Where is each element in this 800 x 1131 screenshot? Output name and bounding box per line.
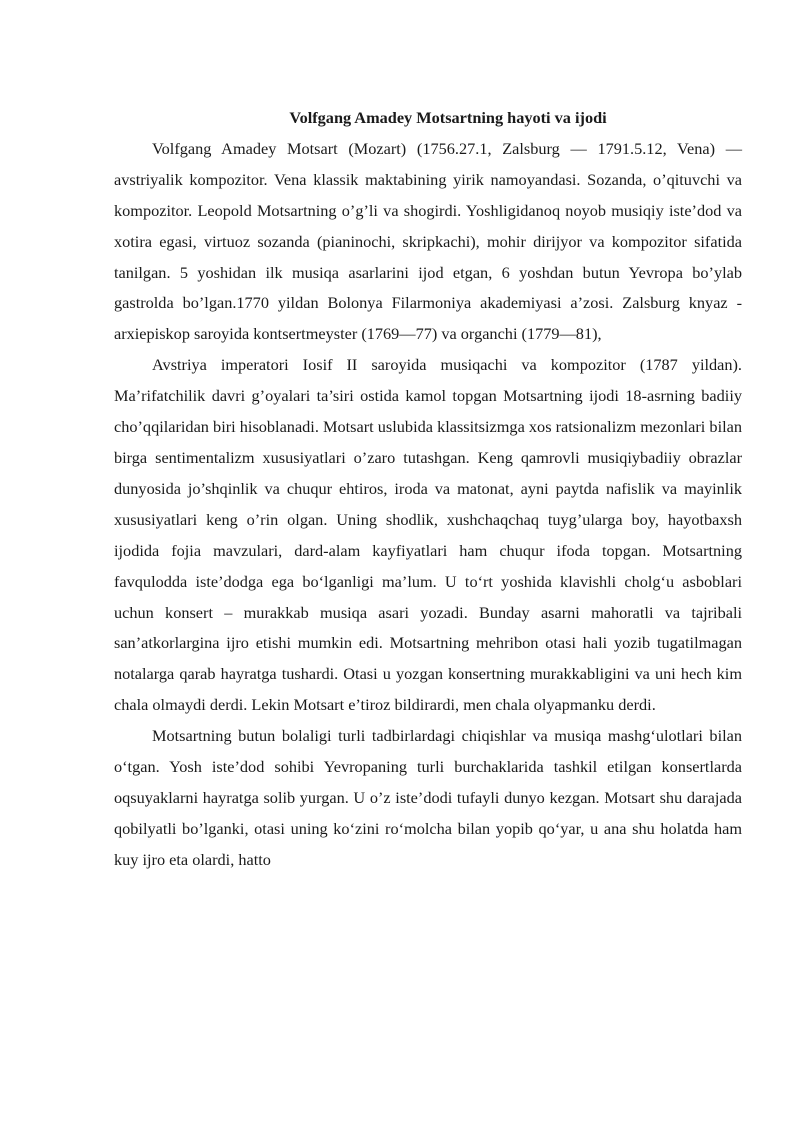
paragraph-3: Motsartning butun bolaligi turli tadbirlardagi chiqishlar va musiqa mashg‘ulotlari bilan o‘tgan. Yosh iste’dod sohibi Yevropaning turli burchaklarida tashkil etilgan konsertlarda oqsuyaklarni hayratga solib yurgan. U o’z iste’dodi tufayli dunyo kezgan. Motsart shu darajada qobilyatli bo’lganki, otasi uning ko‘zini ro‘molcha bilan yopib qo‘yar, u ana shu holatda ham kuy ijro eta olardi, hatto (114, 726, 742, 869)
paragraph-2: Avstriya imperatori Iosif II saroyida musiqachi va kompozitor (1787 yildan). Ma’rifatchilik davri g’oyalari ta’siri ostida kamol topgan Motsartning ijodi 18-asrning badiiy cho’qqilaridan biri hisoblanadi. Motsart uslubida klassitsizmga xos ratsionalizm mezonlari bilan birga sentimentalizm xususiyatlari o’zaro tutashgan. Keng qamrovli musiqiybadiiy obrazlar dunyosida jo’shqinlik va chuqur ehtiros, iroda va matonat, ayni paytda nafislik va mayinlik xususiyatlari keng o’rin olgan. Uning shodlik, xushchaqchaq tuyg’ularga boy, hayotbaxsh ijodida fojia mavzulari, dard-alam kayfiyatlari ham chuqur ifoda topgan. Motsartning favqulodda iste’dodga ega bo‘lganligi ma’lum. U to‘rt yoshida klavishli cholg‘u asboblari uchun konsert – murakkab musiqa asari yozadi. Bunday asarni mahoratli va tajribali san’atkorlargina ijro etishi mumkin edi. Motsartning mehribon otasi hali yozib tugatilmagan notalarga qarab hayratga tushardi. Otasi u yozgan konsertning murakkabligini va uni hech kim chala olmaydi derdi. Lekin Motsart e’tiroz bildirardi, men chala olyapmanku derdi. (114, 355, 742, 715)
paragraph-1: Volfgang Amadey Motsart (Mozart) (1756.27.1, Zalsburg — 1791.5.12, Vena) — avstriyalik kompozitor. Vena klassik maktabining yirik namoyandasi. Sozanda, o’qituvchi va kompozitor. Leopold Motsartning o’g’li va shogirdi. Yoshligidanoq noyob musiqiy iste’dod va xotira egasi, virtuoz sozanda (pianinochi, skripkachi), mohir dirijyor va kompozitor sifatida tanilgan. 5 yoshidan ilk musiqa asarlarini ijod etgan, 6 yoshdan butun Yevropa bo’ylab gastrolda bo’lgan.1770 yildan Bolonya Filarmoniya akademiyasi a’zosi. Zalsburg knyaz - arxiepiskop saroyida kontsertmeyster (1769—77) va organchi (1779—81), (114, 138, 742, 344)
document-page (114, 103, 742, 876)
document-title: Volfgang Amadey Motsartning hayoti va ijodi (289, 108, 607, 127)
